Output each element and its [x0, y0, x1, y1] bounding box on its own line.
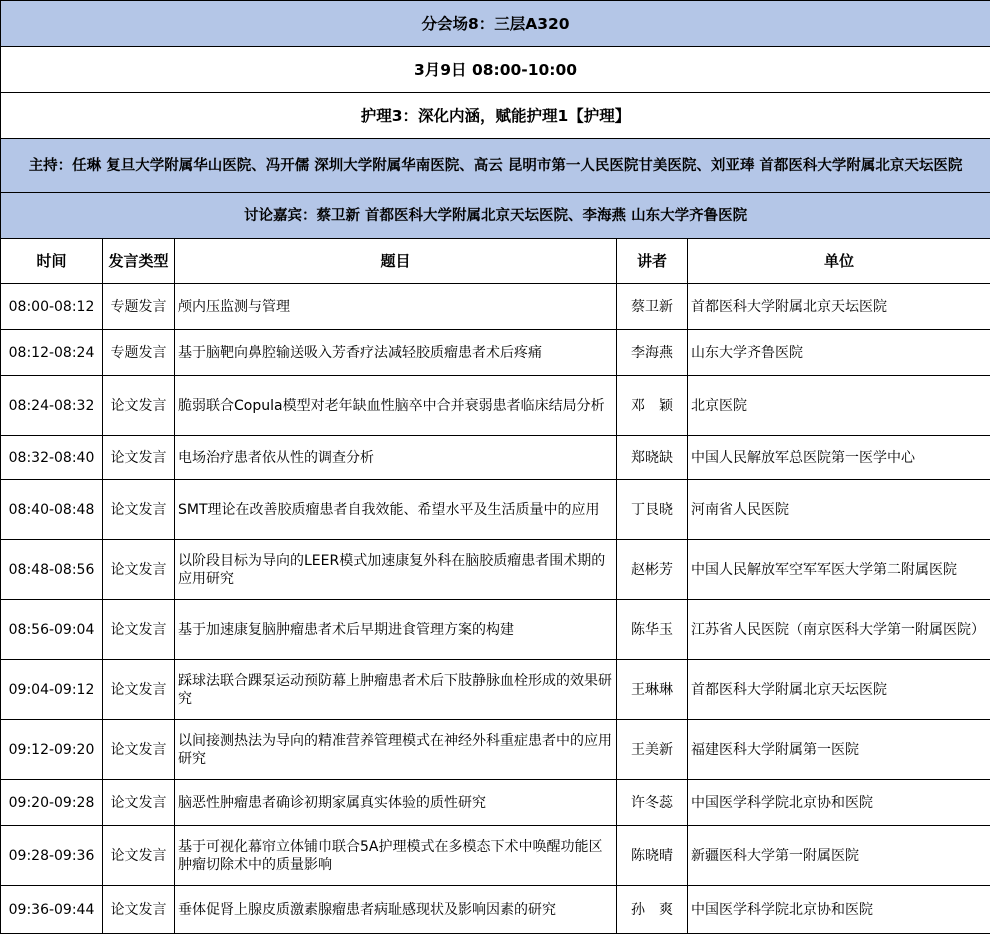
title-cell: 脆弱联合Copula模型对老年缺血性脑卒中合并衰弱患者临床结局分析 [175, 376, 617, 436]
speaker-cell: 王琳琳 [617, 660, 688, 720]
unit-cell: 北京医院 [688, 376, 990, 436]
type-cell: 论文发言 [103, 720, 175, 780]
table-row [1, 480, 990, 540]
title-cell: 踩球法联合踝泵运动预防幕上肿瘤患者术后下肢静脉血栓形成的效果研究 [175, 660, 617, 720]
speaker-cell: 王美新 [617, 720, 688, 780]
time-cell: 08:24-08:32 [1, 376, 103, 436]
time-cell: 08:40-08:48 [1, 480, 103, 540]
unit-cell: 首都医科大学附属北京天坛医院 [688, 660, 990, 720]
unit-cell: 福建医科大学附属第一医院 [688, 720, 990, 780]
type-cell: 论文发言 [103, 826, 175, 886]
hosts-row [1, 139, 990, 193]
time-cell: 09:04-09:12 [1, 660, 103, 720]
title-cell: 垂体促肾上腺皮质激素腺瘤患者病耻感现状及影响因素的研究 [175, 886, 617, 934]
time-cell: 08:48-08:56 [1, 540, 103, 600]
table-row [1, 330, 990, 376]
title-cell: 基于加速康复脑肿瘤患者术后早期进食管理方案的构建 [175, 600, 617, 660]
date-row [1, 47, 990, 93]
venue-row [1, 1, 990, 47]
unit-cell: 首都医科大学附属北京天坛医院 [688, 284, 990, 330]
unit-cell: 山东大学齐鲁医院 [688, 330, 990, 376]
venue-title: 分会场8：三层A320 [1, 1, 990, 47]
time-cell: 08:00-08:12 [1, 284, 103, 330]
discussants-row [1, 193, 990, 239]
column-header-row [1, 239, 990, 284]
title-cell: 基于可视化幕帘立体铺巾联合5A护理模式在多模态下术中唤醒功能区肿瘤切除术中的质量影响 [175, 826, 617, 886]
time-cell: 08:12-08:24 [1, 330, 103, 376]
speaker-cell: 邓 颖 [617, 376, 688, 436]
session-row [1, 93, 990, 139]
type-cell: 论文发言 [103, 660, 175, 720]
type-cell: 论文发言 [103, 540, 175, 600]
type-cell: 专题发言 [103, 330, 175, 376]
time-cell: 09:12-09:20 [1, 720, 103, 780]
title-cell: 颅内压监测与管理 [175, 284, 617, 330]
title-cell: 以阶段目标为导向的LEER模式加速康复外科在脑胶质瘤患者围术期的应用研究 [175, 540, 617, 600]
session-title: 护理3：深化内涵，赋能护理1【护理】 [1, 93, 990, 139]
unit-cell: 中国人民解放军总医院第一医学中心 [688, 436, 990, 480]
speaker-cell: 蔡卫新 [617, 284, 688, 330]
unit-cell: 新疆医科大学第一附属医院 [688, 826, 990, 886]
type-cell: 专题发言 [103, 284, 175, 330]
time-cell: 09:20-09:28 [1, 780, 103, 826]
speaker-cell: 孙 爽 [617, 886, 688, 934]
speaker-cell: 许冬蕊 [617, 780, 688, 826]
table-row [1, 780, 990, 826]
time-cell: 09:28-09:36 [1, 826, 103, 886]
table-row [1, 376, 990, 436]
table-row [1, 886, 990, 934]
title-cell: 电场治疗患者依从性的调查分析 [175, 436, 617, 480]
unit-cell: 中国医学科学院北京协和医院 [688, 780, 990, 826]
col-header-unit: 单位 [688, 239, 990, 284]
discussants: 讨论嘉宾：蔡卫新 首都医科大学附属北京天坛医院、李海燕 山东大学齐鲁医院 [1, 193, 990, 239]
speaker-cell: 陈晓晴 [617, 826, 688, 886]
table-row [1, 436, 990, 480]
col-header-title: 题目 [175, 239, 617, 284]
table-row [1, 720, 990, 780]
time-cell: 09:36-09:44 [1, 886, 103, 934]
speaker-cell: 丁艮晓 [617, 480, 688, 540]
col-header-time: 时间 [1, 239, 103, 284]
type-cell: 论文发言 [103, 780, 175, 826]
unit-cell: 中国医学科学院北京协和医院 [688, 886, 990, 934]
col-header-speaker: 讲者 [617, 239, 688, 284]
table-row [1, 284, 990, 330]
table-row [1, 826, 990, 886]
time-cell: 08:32-08:40 [1, 436, 103, 480]
speaker-cell: 李海燕 [617, 330, 688, 376]
type-cell: 论文发言 [103, 436, 175, 480]
speaker-cell: 赵彬芳 [617, 540, 688, 600]
date-time: 3月9日 08:00-10:00 [1, 47, 990, 93]
unit-cell: 中国人民解放军空军军医大学第二附属医院 [688, 540, 990, 600]
title-cell: 脑恶性肿瘤患者确诊初期家属真实体验的质性研究 [175, 780, 617, 826]
speaker-cell: 陈华玉 [617, 600, 688, 660]
type-cell: 论文发言 [103, 480, 175, 540]
type-cell: 论文发言 [103, 376, 175, 436]
type-cell: 论文发言 [103, 886, 175, 934]
schedule-rows [1, 284, 990, 934]
speaker-cell: 郑晓缺 [617, 436, 688, 480]
table-row [1, 660, 990, 720]
col-header-type: 发言类型 [103, 239, 175, 284]
title-cell: 基于脑靶向鼻腔输送吸入芳香疗法减轻胶质瘤患者术后疼痛 [175, 330, 617, 376]
type-cell: 论文发言 [103, 600, 175, 660]
hosts: 主持：任琳 复旦大学附属华山医院、冯开儒 深圳大学附属华南医院、高云 昆明市第一人民医院甘美医院、刘亚琫 首都医科大学附属北京天坛医院 [1, 139, 990, 193]
title-cell: SMT理论在改善胶质瘤患者自我效能、希望水平及生活质量中的应用 [175, 480, 617, 540]
unit-cell: 江苏省人民医院（南京医科大学第一附属医院） [688, 600, 990, 660]
unit-cell: 河南省人民医院 [688, 480, 990, 540]
title-cell: 以间接测热法为导向的精准营养管理模式在神经外科重症患者中的应用研究 [175, 720, 617, 780]
table-row [1, 600, 990, 660]
time-cell: 08:56-09:04 [1, 600, 103, 660]
table-row [1, 540, 990, 600]
